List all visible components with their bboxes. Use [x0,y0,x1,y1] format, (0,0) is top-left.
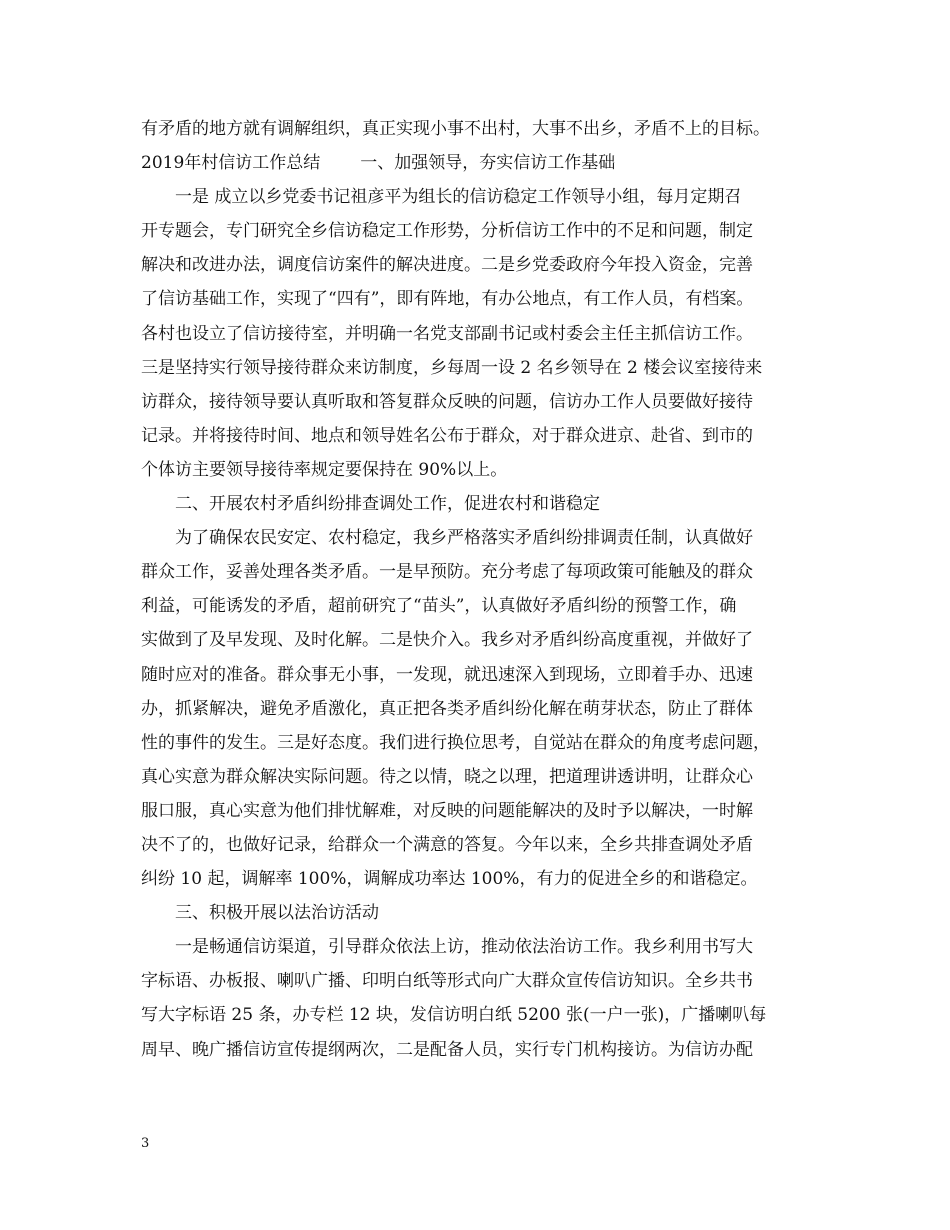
text-line: 各村也设立了信访接待室，并明确一名党支部副书记或村委会主任主抓信访工作。 [141,323,753,344]
text-line: 随时应对的准备。群众事无小事，一发现，就迅速深入到现场，立即着手办、迅速 [141,664,753,685]
text-line: 写大字标语 25 条，办专栏 12 块，发信访明白纸 5200 张(一户一张)，广播喇叭每 [141,1005,767,1026]
text-line: 三是坚持实行领导接待群众来访制度，乡每周一设 2 名乡领导在 2 楼会议室接待来 [141,357,763,378]
text-line [141,146,831,180]
text-line: 有矛盾的地方就有调解组织，真正实现小事不出村，大事不出乡，矛盾不上的目标。 [141,119,770,139]
text-line: 周早、晚广播信访宣传提纲两次，二是配备人员，实行专门机构接访。为信访办配 [141,1039,753,1060]
body-text [141,112,831,1067]
text-line: 服口服，真心实意为他们排忧解难，对反映的问题能解决的及时予以解决，一时解 [141,800,753,821]
text-line: 为了确保农民安定、农村稳定，我乡严格落实矛盾纠纷排调责任制，认真做好 [175,528,753,549]
text-line: 利益，可能诱发的矛盾，超前研究了“苗头”，认真做好矛盾纠纷的预警工作，确 [141,596,737,617]
text-line: 解决和改进办法，调度信访案件的解决进度。二是乡党委政府今年投入资金，完善 [141,255,753,276]
text-line: 记录。并将接待时间、地点和领导姓名公布于群众，对于群众进京、赴省、到市的 [141,425,753,446]
text-line: 字标语、办板报、喇叭广播、印明白纸等形式向广大群众宣传信访知识。全乡共书 [141,971,753,992]
text-line: 真心实意为群众解决实际问题。待之以情，晓之以理，把道理讲透讲明，让群众心 [141,766,753,787]
text-line: 群众工作，妥善处理各类矛盾。一是早预防。充分考虑了每项政策可能触及的群众 [141,562,753,583]
text-line: 开专题会，专门研究全乡信访稳定工作形势，分析信访工作中的不足和问题，制定 [141,221,753,242]
text-line: 访群众，接待领导要认真听取和答复群众反映的问题，信访办工作人员要做好接待 [141,391,753,412]
text-line: 一是畅通信访渠道，引导群众依法上访，推动依法治访工作。我乡利用书写大 [175,937,753,958]
text-line: 决不了的，也做好记录，给群众一个满意的答复。今年以来，全乡共排查调处矛盾 [141,834,753,855]
text-line: 个体访主要领导接待率规定要保持在 90%以上。 [141,459,508,480]
text-line: 办，抓紧解决，避免矛盾激化，真正把各类矛盾纠纷化解在萌芽状态，防止了群体 [141,698,753,719]
section-heading: 一、加强领导，夯实信访工作基础 [360,153,616,174]
text-line: 了信访基础工作，实现了“四有”，即有阵地，有办公地点，有工作人员，有档案。 [141,289,754,310]
page-number: 3 [141,1136,150,1151]
text-line: 实做到了及早发现、及时化解。二是快介入。我乡对矛盾纠纷高度重视，并做好了 [141,630,753,651]
text-line: 性的事件的发生。三是好态度。我们进行换位思考，自觉站在群众的角度考虑问题， [141,732,770,753]
text-line: 一是 成立以乡党委书记祖彦平为组长的信访稳定工作领导小组，每月定期召 [175,187,742,208]
text-line: 纠纷 10 起，调解率 100%，调解成功率达 100%，有力的促进全乡的和谐稳定。 [141,869,758,890]
section-heading: 三、积极开展以法治访活动 [175,903,379,924]
section-heading: 二、开展农村矛盾纠纷排查调处工作，促进农村和谐稳定 [175,494,600,515]
section-title: 2019年村信访工作总结 [141,153,321,174]
